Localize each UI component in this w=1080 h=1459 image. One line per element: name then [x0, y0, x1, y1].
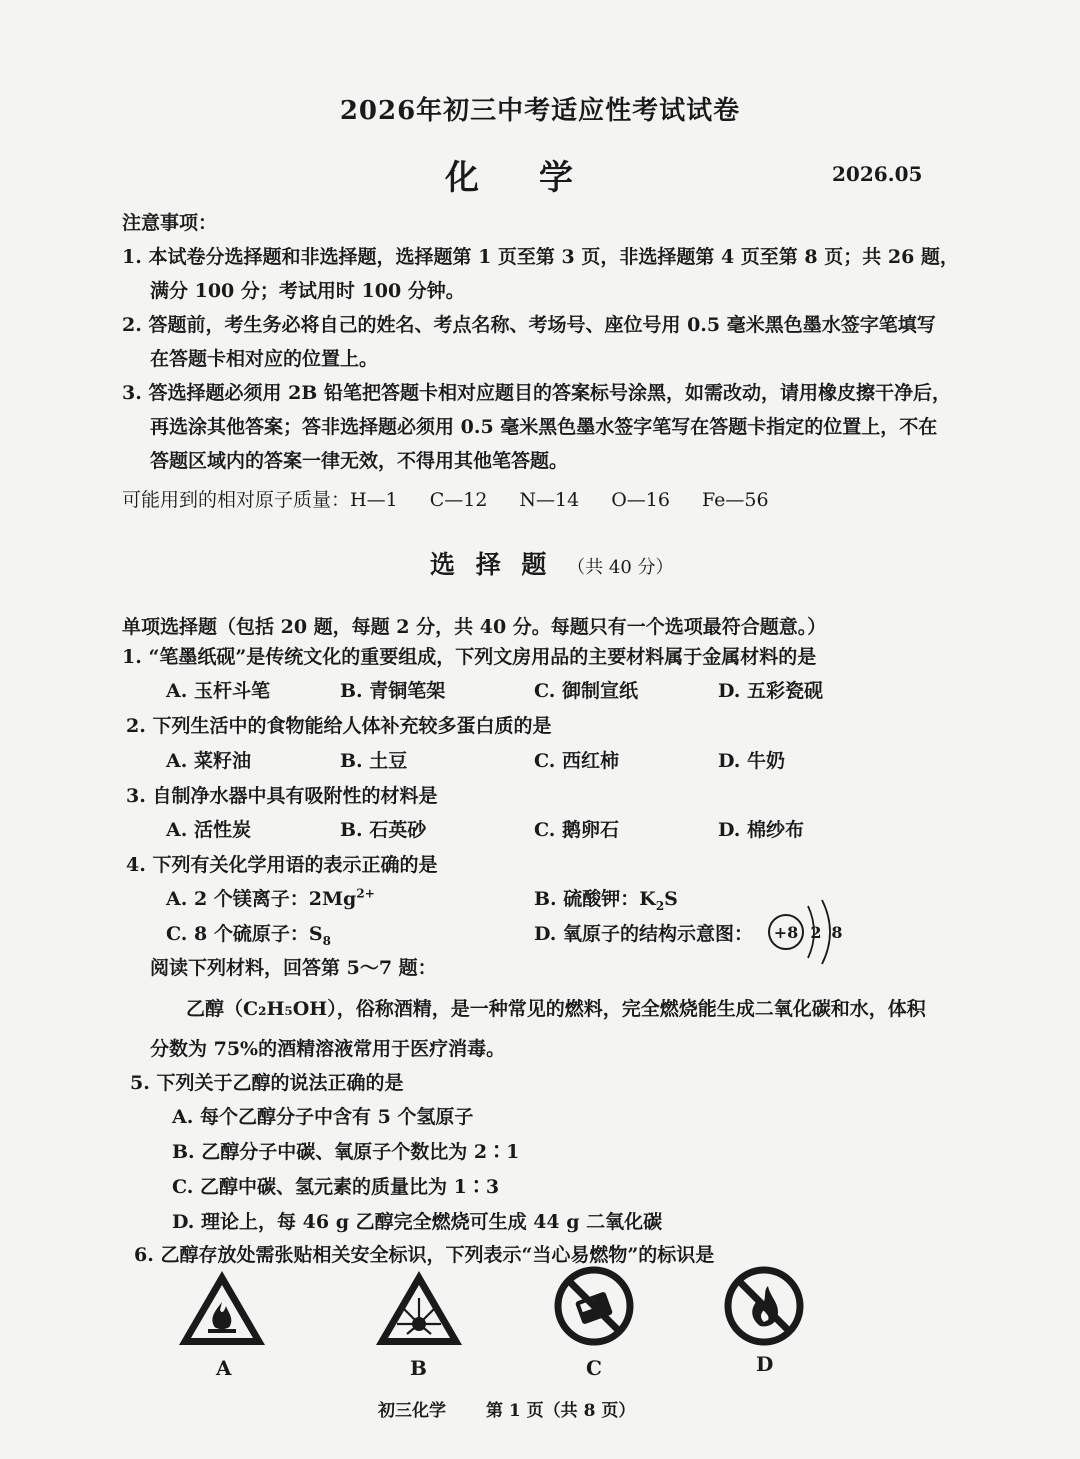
note-line: 再选涂其他答案；答非选择题必须用 0.5 毫米黑色墨水签字笔写在答题卡指定的位置上，不在: [150, 416, 938, 438]
exam-date: 2026.05: [832, 162, 923, 186]
question-2-option-b: B. 土豆: [340, 750, 408, 772]
question-1-option-a: A. 玉杆斗笔: [166, 680, 270, 702]
no-fire-icon: [722, 1264, 806, 1348]
note-line: 1. 本试卷分选择题和非选择题，选择题第 1 页至第 3 页，非选择题第 4 页至第 8 页；共 26 题，: [122, 246, 959, 268]
question-2-option-a: A. 菜籽油: [166, 750, 251, 772]
question-4-option-c: [166, 919, 331, 948]
reading-intro: 阅读下列材料，回答第 5～7 题：: [150, 957, 437, 979]
question-3-stem: 3. 自制净水器中具有吸附性的材料是: [126, 785, 438, 807]
question-4-option-b-subscript: 2: [655, 898, 665, 913]
atomic-mass-line: [122, 485, 769, 512]
question-5-option-b: B. 乙醇分子中碳、氧原子个数比为 2∶1: [172, 1141, 520, 1163]
question-4-option-a: [166, 884, 375, 911]
question-4-option-a-text: A. 2 个镁离子：2Mg: [166, 888, 357, 910]
question-4-option-b: [534, 884, 678, 913]
note-line: 2. 答题前，考生务必将自己的姓名、考点名称、考场号、座位号用 0.5 毫米黑色墨水签字笔填写: [122, 314, 936, 336]
note-line: 3. 答选择题必须用 2B 铅笔把答题卡相对应题目的答案标号涂黑，如需改动，请用橡皮擦干净后，: [122, 382, 951, 404]
atomic-mass-h: H—1: [350, 489, 398, 511]
reading-material-line-1: 乙醇（C₂H₅OH），俗称酒精，是一种常见的燃料，完全燃烧能生成二氧化碳和水，体积: [186, 998, 926, 1020]
page-footer: [378, 1396, 675, 1421]
question-1-option-d: D. 五彩瓷砚: [718, 680, 824, 702]
question-3-option-b: B. 石英砂: [340, 819, 427, 841]
question-4-option-b-tail: S: [664, 888, 678, 910]
question-4-option-c-text: C. 8 个硫原子：S: [166, 923, 323, 945]
section-title: 选 择 题: [430, 550, 553, 579]
question-2-option-d: D. 牛奶: [718, 750, 786, 772]
subject-title: 化学: [445, 158, 633, 198]
nucleus-charge: +8: [773, 923, 799, 942]
notes-heading: 注意事项：: [122, 212, 218, 234]
question-2-stem: 2. 下列生活中的食物能给人体补充较多蛋白质的是: [126, 715, 552, 737]
question-4-option-d: D. 氧原子的结构示意图：: [534, 923, 754, 945]
oxygen-atom-diagram: [760, 892, 850, 972]
sign-d-label: D: [756, 1352, 774, 1376]
question-2-option-c: C. 西红柿: [534, 750, 620, 772]
note-line: 答题区域内的答案一律无效，不得用其他笔答题。: [150, 450, 569, 472]
question-5-option-a: A. 每个乙醇分子中含有 5 个氢原子: [172, 1106, 474, 1128]
note-line: 在答题卡相对应的位置上。: [150, 348, 379, 370]
section-heading: [430, 545, 674, 581]
atomic-mass-c: C—12: [429, 489, 488, 511]
question-5-stem: 5. 下列关于乙醇的说法正确的是: [130, 1072, 404, 1094]
no-flammable-solid-icon: [552, 1264, 636, 1348]
question-3-option-a: A. 活性炭: [166, 819, 251, 841]
question-3-option-d: D. 棉纱布: [718, 819, 805, 841]
footer-page-number: 第 1 页（共 8 页）: [486, 1401, 636, 1421]
question-4-option-b-text: B. 硫酸钾：K: [534, 888, 656, 910]
atomic-mass-o: O—16: [611, 489, 670, 511]
explosive-warning-icon: [373, 1268, 465, 1348]
sign-c-label: C: [586, 1356, 602, 1380]
sign-a-label: A: [216, 1356, 232, 1380]
question-1-stem: 1. “笔墨纸砚”是传统文化的重要组成，下列文房用品的主要材料属于金属材料的是: [122, 646, 817, 668]
question-1-option-b: B. 青铜笔架: [340, 680, 446, 702]
shell-arc-2: [822, 900, 830, 964]
section-points: （共 40 分）: [567, 557, 674, 578]
question-4-option-c-subscript: 8: [322, 933, 331, 948]
question-5-option-c: C. 乙醇中碳、氢元素的质量比为 1∶3: [172, 1176, 500, 1198]
flammable-warning-icon: [176, 1268, 268, 1348]
shell-1-electrons: 2: [810, 923, 822, 942]
question-3-option-c: C. 鹅卵石: [534, 819, 620, 841]
atomic-mass-n: N—14: [519, 489, 580, 511]
question-1-option-c: C. 御制宣纸: [534, 680, 639, 702]
atomic-mass-label: 可能用到的相对原子质量：: [122, 489, 351, 511]
question-4-option-a-charge: 2+: [356, 886, 375, 901]
single-choice-heading: 单项选择题（包括 20 题，每题 2 分，共 40 分。每题只有一个选项最符合题意。）: [122, 616, 827, 638]
question-5-option-d: D. 理论上，每 46 g 乙醇完全燃烧可生成 44 g 二氧化碳: [172, 1211, 663, 1233]
footer-subject: 初三化学: [378, 1401, 446, 1421]
shell-2-electrons: 8: [831, 923, 843, 942]
question-6-stem: 6. 乙醇存放处需张贴相关安全标识，下列表示“当心易燃物”的标识是: [134, 1244, 715, 1266]
sign-b-label: B: [410, 1356, 427, 1380]
reading-material-line-2: 分数为 75%的酒精溶液常用于医疗消毒。: [150, 1038, 506, 1060]
question-4-stem: 4. 下列有关化学用语的表示正确的是: [126, 854, 438, 876]
exam-title: 2026年初三中考适应性考试试卷: [339, 96, 741, 126]
note-line: 满分 100 分；考试用时 100 分钟。: [150, 280, 465, 302]
atomic-mass-fe: Fe—56: [701, 489, 769, 511]
